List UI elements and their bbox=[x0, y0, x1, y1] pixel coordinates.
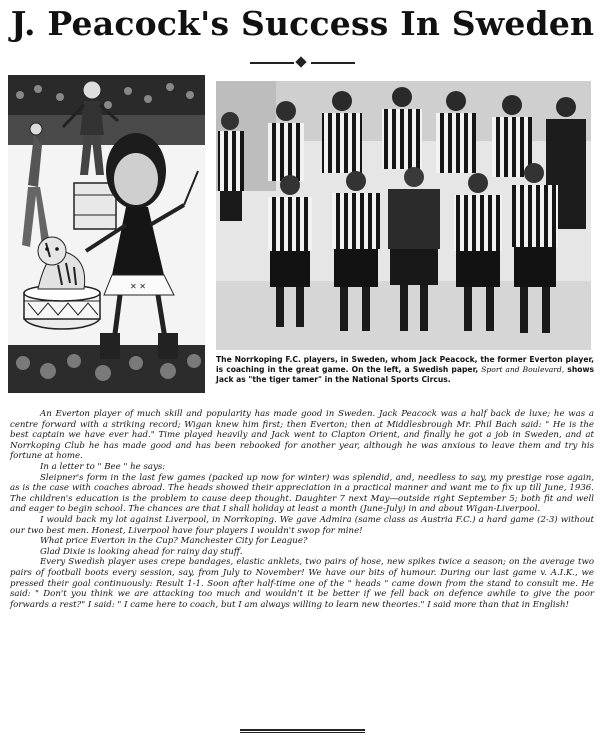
cartoon-illustration bbox=[8, 75, 205, 393]
caption-text-end: shows Jack as "the tiger tamer" in the National Sports Circus. bbox=[216, 365, 594, 384]
article-paragraph: Sleipner's form in the last few games (packed up now for winter) was splendid, and, needless to say, my prestige rose again, as is the case with coaches abroad. The heads showed their appreciation in a practical manner and want me to fix up till June, 1936. The children's education is the problem to cause deep thought. Daughter 7 next May—outside right September 5; both fit and well and eager to begin school. The chances are that I shall holiday at least a month (June-July) in and about Wigan-Liverpool. bbox=[10, 472, 594, 515]
headline: J. Peacock's Success In Sweden bbox=[10, 4, 595, 43]
article-paragraph: I would back my lot against Liverpool, in Norrkoping. We gave Admira (same class as Austria F.C.) a hard game (2-3) without our two best men. Honest, Liverpool have four players I wouldn't swop for mine! bbox=[10, 514, 594, 536]
headline-ornament bbox=[250, 58, 355, 68]
caption-text: The Norrkoping F.C. players, in Sweden, whom Jack Peacock, the former Everton player, is coaching in the great game. On the left, a Swedish paper, bbox=[216, 355, 594, 374]
article-paragraph: What price Everton in the Cup? Manchester City for League? bbox=[40, 536, 308, 547]
caption-paper-name: Sport and Boulevard, bbox=[481, 365, 565, 374]
article-paragraph: An Everton player of much skill and popularity has made good in Sweden. Jack Peacock was a half back de luxe; he was a centre forward with a striking record; Wigan knew him first; then Everton; then at Middlesbrough Mr. Phil Bach said: " He is the best captain we have ever had." Time played heavily and Jack went to Clapton Orient, and finally he got a job in Sweden, and at Norrkoping Club he has made good and has been rebooked for another year, although he was anxious to leave them and try his fortune at home. bbox=[10, 409, 594, 462]
article-paragraph: Every Swedish player uses crepe bandages, elastic anklets, two pairs of hose, new spikes twice a season; on the average two pairs of football boots every session, say, from July to November! We have our bits of humour. During our last game v. A.I.K., we pressed their goal continuously: Result 1-1. Soon after half-time one of the " heads " came down from the stand to consult me. He said: " Don't you think we are attacking too much and wouldn't it be better if we fell back on defence awhile to give the poor forwards a rest?" I said: " I came here to coach, but I am always willing to learn new theories." I said more than that in English! bbox=[10, 557, 594, 610]
article-body bbox=[10, 409, 594, 610]
team-photograph bbox=[216, 81, 591, 350]
photo-caption bbox=[216, 355, 594, 385]
tiger-tamer-cartoon bbox=[8, 75, 205, 393]
svg-text:✕ ✕: ✕ ✕ bbox=[130, 282, 146, 291]
article-paragraph: Glad Dixie is looking ahead for rainy day stuff. bbox=[40, 546, 243, 557]
closing-rule bbox=[240, 729, 365, 731]
article-paragraph: In a letter to " Bee " he says: bbox=[40, 461, 166, 472]
norrkoping-players-photo bbox=[216, 81, 591, 350]
